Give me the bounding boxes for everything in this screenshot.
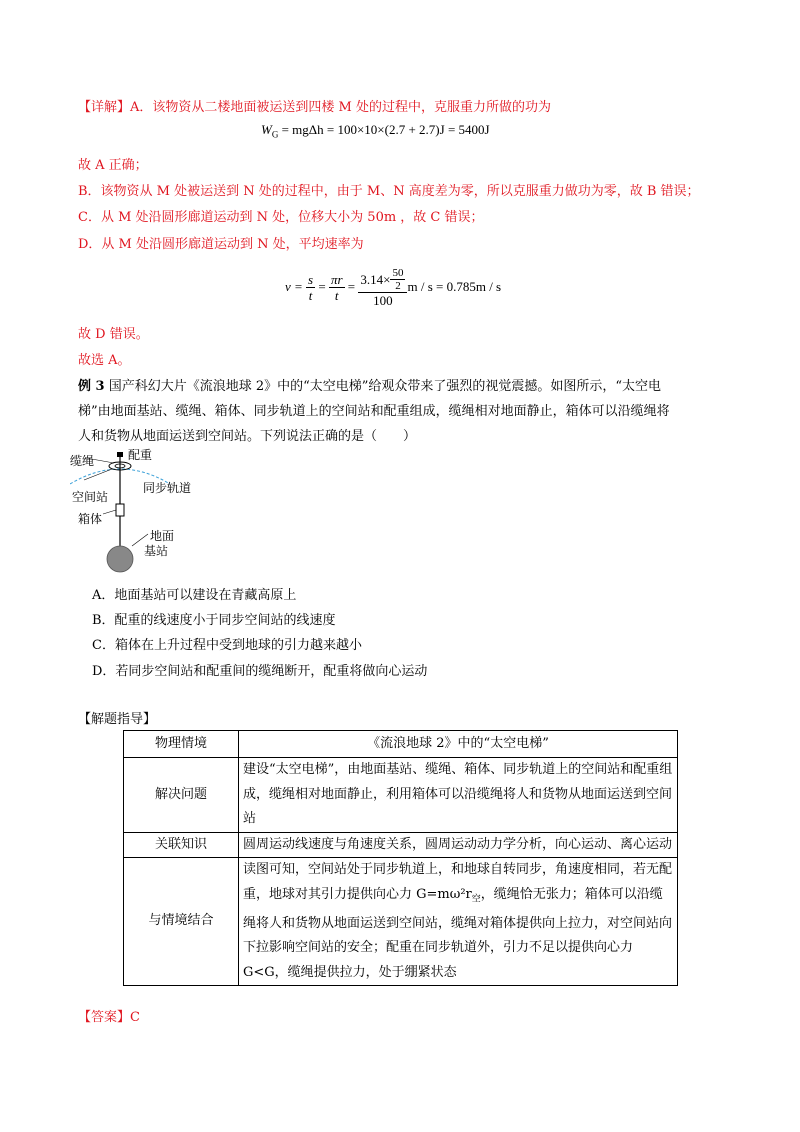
example-line-2: 梯”由地面基站、缆绳、箱体、同步轨道上的空间站和配重组成，缆绳相对地面静止，箱体可以沿缆绳将: [78, 404, 670, 419]
option-a: A．地面基站可以建设在青藏高原上: [92, 588, 297, 603]
guide-text: 读图可知，空间站处于同步轨道上，和地球自转同步，角速度相同，若无配重，地球对其引力提供向心力 $G=m\omega^2r_空$，缆绳恰无张力；箱体可以沿缆绳将人和货物从地面运送到空间站，缆绳对箱体提供向上拉力，对空间站向下拉影响空间站的安全；配重在同步轨道外，引力不足以提供向心力 G<G，缆绳提供拉力，处于绷紧状态: [239, 858, 678, 986]
earth-ground-station: [107, 546, 133, 572]
table-row: [124, 832, 678, 858]
guide-label: 与情境结合: [124, 858, 239, 986]
guide-label: 关联知识: [124, 832, 239, 858]
detail-line-a-conclusion: 故 A 正确；: [78, 158, 148, 173]
answer-tag: 【答案】: [78, 1010, 131, 1025]
guide-text: 《流浪地球 2》中的“太空电梯”: [239, 731, 678, 758]
detail-line-d: D．从 M 处沿圆形廊道运动到 N 处，平均速率为: [78, 237, 364, 252]
equation-speed: v = $\frac{s}{t}$ = $\frac{\pi r}{t}$ = 3.14× $\frac{50}{2}$ 100 m / s = 0.785m / s: [285, 266, 502, 308]
detail-line-a: 【详解】A．该物资从二楼地面被运送到四楼 M 处的过程中，克服重力所做的功为: [78, 100, 551, 115]
label-cable: 缆绳: [70, 454, 95, 468]
answer: [78, 1006, 140, 1025]
counterweight-block: [117, 452, 123, 457]
option-d: D．若同步空间站和配重间的缆绳断开，配重将做向心运动: [92, 664, 428, 679]
table-row: [124, 731, 678, 758]
label-box: 箱体: [78, 512, 103, 526]
guide-label: 解决问题: [124, 758, 239, 833]
elevator-box: [116, 504, 124, 516]
option-b: B．配重的线速度小于同步空间站的线速度: [92, 613, 336, 628]
label-ground: 地面: [150, 529, 175, 543]
detail-line-c: C．从 M 处沿圆形廊道运动到 N 处，位移大小为 50m ，故 C 错误；: [78, 210, 484, 225]
table-row: [124, 858, 678, 986]
answer-value: C: [130, 1010, 140, 1025]
detail-choose: 故选 A。: [78, 353, 131, 368]
label-space-station: 空间站: [72, 490, 109, 504]
detail-tag: 【详解】: [78, 100, 131, 115]
label-station-base: 基站: [144, 544, 169, 558]
detail-line-b: B．该物资从 M 处被运送到 N 处的过程中，由于 M、N 高度差为零，所以克服重力做功为零，故 B 错误；: [78, 184, 700, 199]
label-counterweight: 配重: [128, 448, 153, 462]
example-line-3: 人和货物从地面运送到空间站。下列说法正确的是（ ）: [78, 429, 417, 444]
detail-line-d-conclusion: 故 D 错误。: [78, 327, 149, 342]
example-line-1: 例 3 国产科幻大片《流浪地球 2》中的“太空电梯”给观众带来了强烈的视觉震撼。如图所示，“太空电: [78, 379, 662, 394]
space-elevator-figure: [70, 448, 220, 578]
example-number: 例 3: [78, 379, 105, 394]
label-sync-orbit: 同步轨道: [143, 481, 192, 495]
guide-text: 建设“太空电梯”，由地面基站、缆绳、箱体、同步轨道上的空间站和配重组成，缆绳相对地面静止，利用箱体可以沿缆绳将人和货物从地面运送到空间站: [239, 758, 678, 833]
equation-work: $W_G = mg\Delta h = 100\times 10\times(2.7 + 2.7)J = 5400J$: [261, 122, 490, 140]
guide-text: 圆周运动线速度与角速度关系，圆周运动动力学分析，向心运动、离心运动: [239, 832, 678, 858]
guide-table: [123, 730, 678, 986]
table-row: [124, 758, 678, 833]
guide-title: 【解题指导】: [78, 712, 157, 727]
guide-label: 物理情境: [124, 731, 239, 758]
option-c: C．箱体在上升过程中受到地球的引力越来越小: [92, 638, 362, 653]
